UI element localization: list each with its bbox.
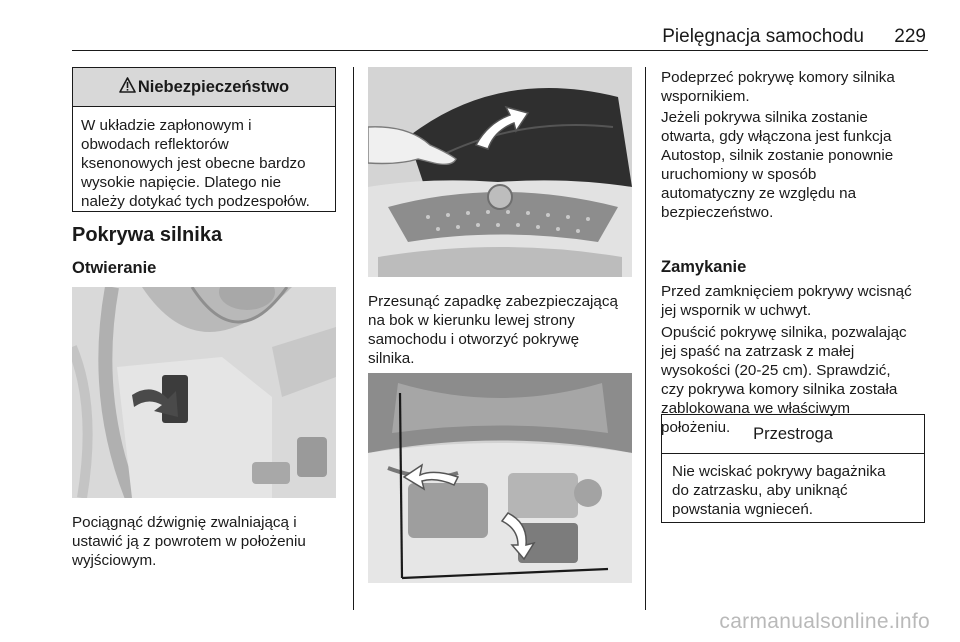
step1-line: ustawić ją z powrotem w położeniu <box>72 533 306 550</box>
caution-line: powstania wgnieceń. <box>672 501 813 518</box>
step1-line: Pociągnąć dźwignię zwalniającą i <box>72 514 297 531</box>
note-line: automatyczny ze względu na <box>661 185 857 202</box>
danger-line: wysokie napięcie. Dlatego nie <box>81 174 282 191</box>
release-lever-illustration <box>72 287 336 498</box>
section-title: Pokrywa silnika <box>72 224 223 246</box>
danger-box-header <box>73 68 335 107</box>
closing-line: położeniu. <box>661 419 731 436</box>
step2-line: Przesunąć zapadkę zabezpieczającą <box>368 293 618 310</box>
note-line: otwarta, gdy włączona jest funkcja <box>661 128 892 145</box>
danger-box-body <box>73 107 335 211</box>
step3-line: wspornikiem. <box>661 88 750 105</box>
engine-compartment-illustration <box>368 373 632 583</box>
closing-para-1 <box>661 282 951 320</box>
closing-line: wysokości (20-25 cm). Sprawdzić, <box>661 362 891 379</box>
page-header <box>72 22 928 51</box>
step2-text <box>368 292 643 368</box>
page-number: 229 <box>894 26 926 47</box>
closing-line: Opuścić pokrywę silnika, pozwalając <box>661 324 907 341</box>
page-title: Pielęgnacja samochodu <box>662 26 864 47</box>
step3-text <box>661 68 941 106</box>
closing-line: Przed zamknięciem pokrywy wcisnąć <box>661 283 912 300</box>
step3-line: Podeprzeć pokrywę komory silnika <box>661 69 895 86</box>
caution-box-title: Przestroga <box>753 424 833 443</box>
danger-line: obwodach reflektorów <box>81 136 229 153</box>
watermark: carmanualsonline.info <box>719 610 930 633</box>
closing-line: jej spaść na zatrzask z małej <box>661 343 855 360</box>
subsection-title-opening: Otwieranie <box>72 259 157 277</box>
step2-line: silnika. <box>368 350 415 367</box>
caution-box-header <box>662 415 924 454</box>
closing-line: czy pokrywa komory silnika została <box>661 381 898 398</box>
step2-line: na bok w kierunku lewej strony <box>368 312 575 329</box>
note-line: Autostop, silnik zostanie ponownie <box>661 147 894 164</box>
closing-line: jej wspornik w uchwyt. <box>661 302 812 319</box>
danger-box-title: Niebezpieczeństwo <box>137 77 290 96</box>
note-line: bezpieczeństwo. <box>661 204 774 221</box>
danger-line: W układzie zapłonowym i <box>81 117 252 134</box>
caution-box <box>661 414 925 523</box>
column-divider-2 <box>645 67 646 610</box>
autostop-note <box>661 108 941 222</box>
note-line: Jeżeli pokrywa silnika zostanie <box>661 109 868 126</box>
column-divider-1 <box>353 67 354 610</box>
caution-line: do zatrzasku, aby uniknąć <box>672 482 848 499</box>
caution-box-body <box>662 454 924 519</box>
step2-line: samochodu i otworzyć pokrywę <box>368 331 580 348</box>
note-line: uruchomiony w sposób <box>661 166 817 183</box>
danger-line: należy dotykać tych podzespołów. <box>81 193 310 210</box>
bonnet-latch-illustration <box>368 67 632 277</box>
subsection-title-closing: Zamykanie <box>661 258 747 276</box>
step1-text <box>72 513 342 570</box>
danger-line: ksenonowych jest obecne bardzo <box>81 155 306 172</box>
warning-triangle-icon <box>119 77 136 98</box>
step1-line: wyjściowym. <box>72 552 157 569</box>
danger-box <box>72 67 336 212</box>
caution-line: Nie wciskać pokrywy bagażnika <box>672 463 886 480</box>
closing-line: zablokowana we właściwym <box>661 400 851 417</box>
